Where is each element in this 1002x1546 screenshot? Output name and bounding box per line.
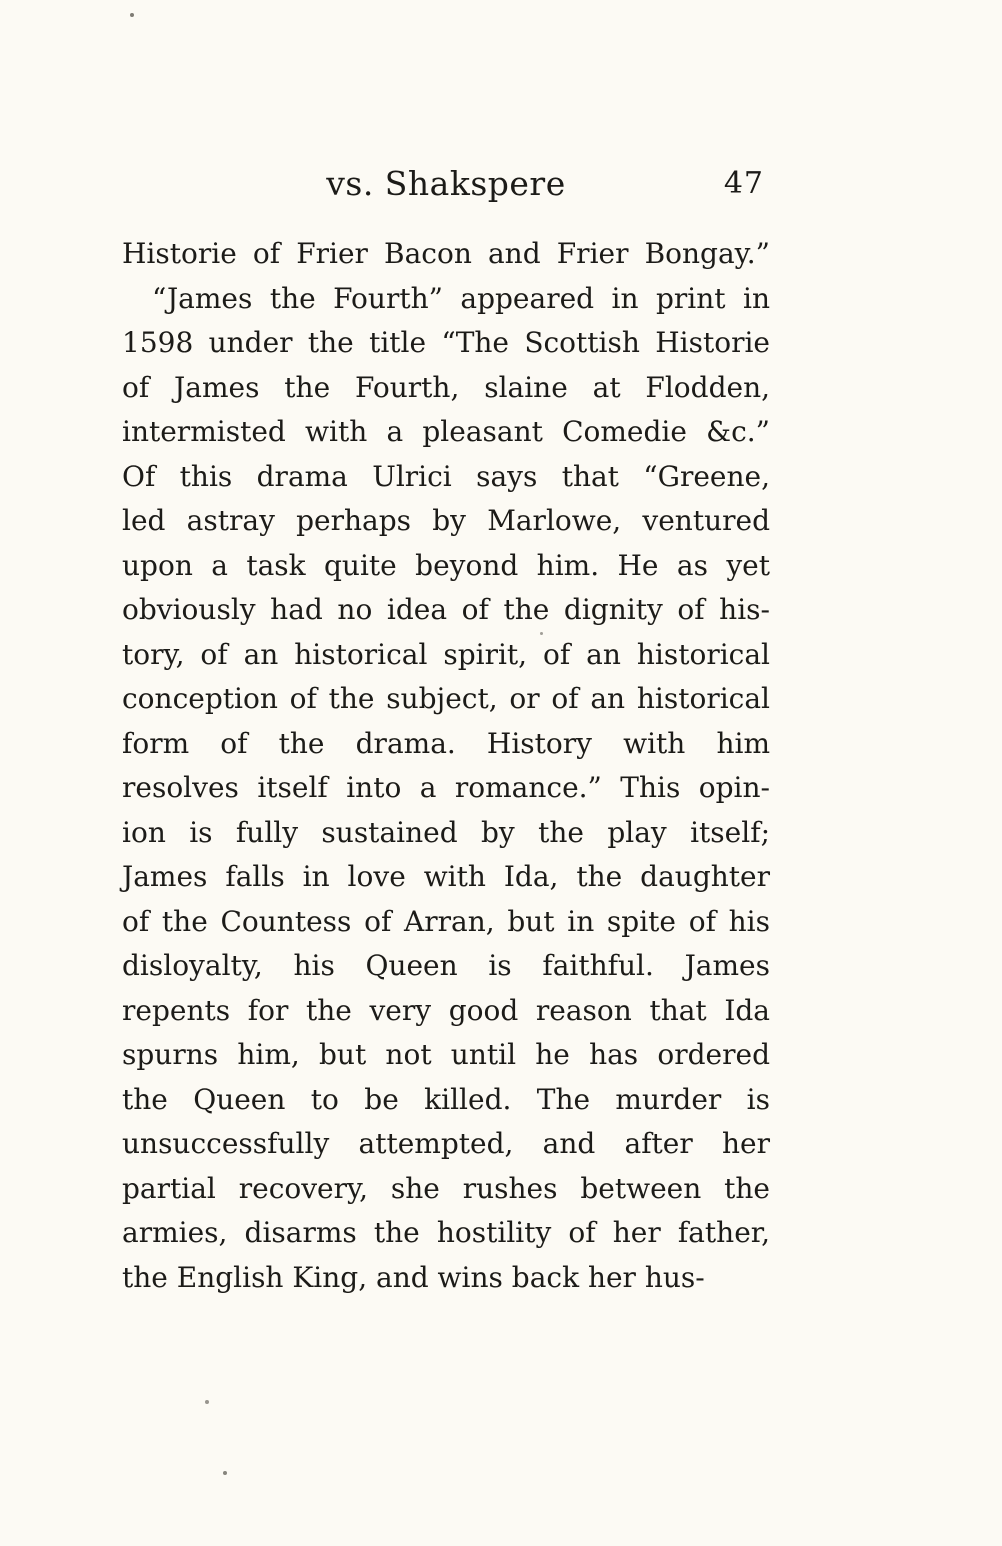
text-line: “James the Fourth” appeared in print in <box>152 281 770 315</box>
text-line: upon a task quite beyond him. He as yet <box>122 548 770 582</box>
running-header-title: vs. Shakspere <box>326 164 566 203</box>
text-line: of James the Fourth, slaine at Flodden, <box>122 370 770 404</box>
text-line: intermisted with a pleasant Comedie &c.” <box>122 415 770 448</box>
text-block <box>122 232 770 1300</box>
text-line: form of the drama. History with him <box>122 726 770 760</box>
text-line: obviously had no idea of the dignity of his- <box>122 593 770 626</box>
text-line: partial recovery, she rushes between the <box>122 1171 770 1205</box>
text-line: of the Countess of Arran, but in spite of his <box>122 904 770 938</box>
text-line: 1598 under the title “The Scottish Historie <box>122 326 770 359</box>
scan-speck <box>205 1400 209 1404</box>
text-line: ion is fully sustained by the play itself; <box>122 815 770 849</box>
text-line: disloyalty, his Queen is faithful. James <box>122 949 770 982</box>
text-line: spurns him, but not until he has ordered <box>122 1038 770 1071</box>
text-line: the Queen to be killed. The murder is <box>122 1082 770 1116</box>
text-line: unsuccessfully attempted, and after her <box>122 1127 770 1160</box>
scan-speck <box>130 13 134 17</box>
text-line: resolves itself into a romance.” This opin- <box>122 771 770 804</box>
running-header <box>122 158 770 210</box>
text-line: armies, disarms the hostility of her father, <box>122 1216 770 1249</box>
text-line: James falls in love with Ida, the daughter <box>122 860 770 893</box>
scan-speck <box>223 1471 227 1475</box>
text-line: conception of the subject, or of an historical <box>122 682 770 715</box>
page-number: 47 <box>723 166 764 201</box>
text-line: tory, of an historical spirit, of an historical <box>122 637 770 671</box>
text-line: led astray perhaps by Marlowe, ventured <box>122 504 770 537</box>
text-line: Historie of Frier Bacon and Frier Bongay.” <box>122 237 770 270</box>
text-line: Of this drama Ulrici says that “Greene, <box>122 459 770 493</box>
text-line: repents for the very good reason that Ida <box>122 993 770 1027</box>
text-line: the English King, and wins back her hus- <box>122 1260 705 1294</box>
text-column <box>122 158 770 1300</box>
